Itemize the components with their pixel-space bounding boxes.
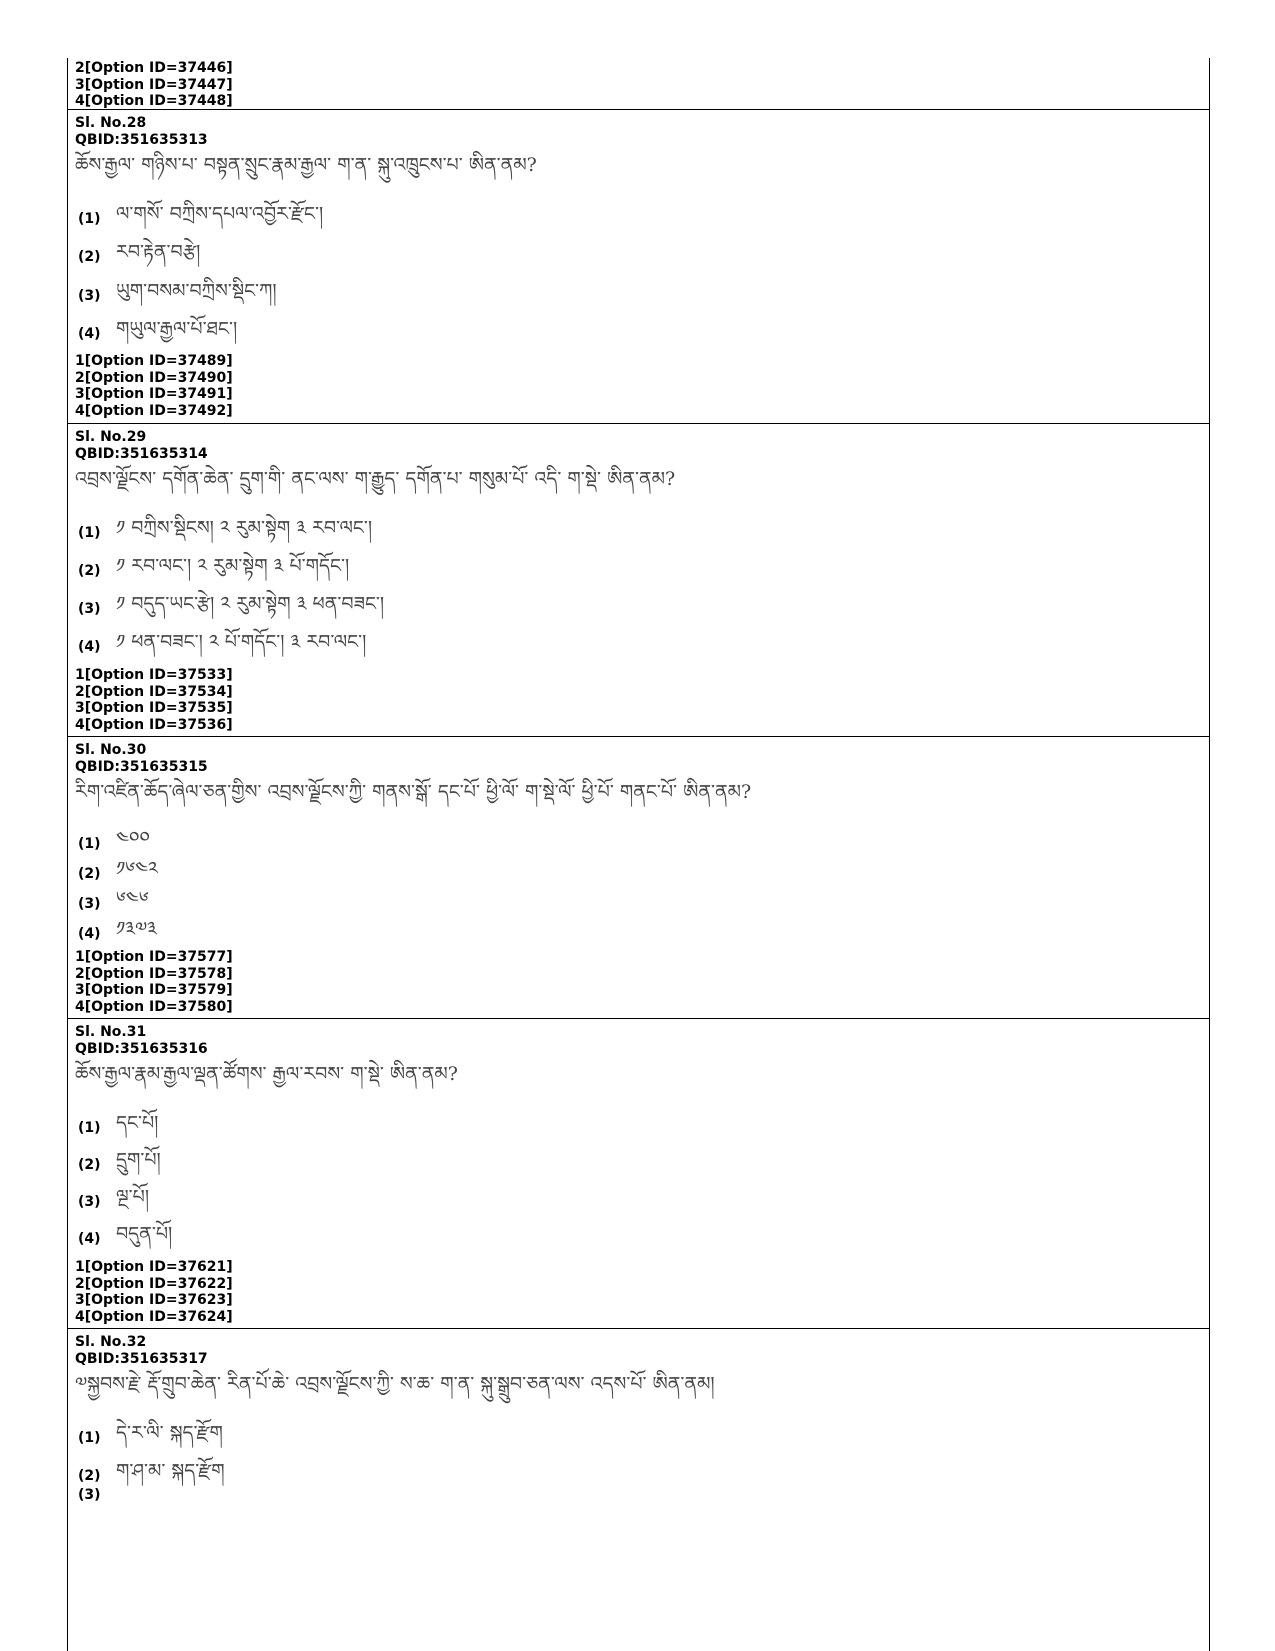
- option-text: བདུན་པོ།: [116, 1223, 173, 1245]
- qbid: QBID:351635316: [75, 1041, 208, 1057]
- q27-continuation: [68, 58, 1209, 108]
- option-4: [78, 620, 366, 674]
- option-id: 1[Option ID=37577]: [75, 949, 233, 965]
- option-id: 2[Option ID=37622]: [75, 1275, 233, 1292]
- option-number: (2): [78, 563, 101, 579]
- qbid: QBID:351635314: [75, 446, 208, 462]
- option-text: གཡུལ་རྒྱལ་པོ་ཐང་།: [116, 318, 238, 340]
- option-number: (2): [78, 249, 101, 265]
- option-id: 2[Option ID=37534]: [75, 683, 233, 700]
- option-text: ༦༤༦: [116, 888, 149, 910]
- option-id-list: [75, 667, 233, 733]
- option-id: 3[Option ID=37623]: [75, 1292, 233, 1308]
- option-number: (3): [78, 288, 101, 304]
- option-id-list: [75, 1259, 233, 1325]
- serial-number: Sl. No.31: [75, 1024, 147, 1040]
- question-block-32: [68, 1328, 1209, 1651]
- option-text: ལྔ་པོ།: [116, 1186, 150, 1208]
- serial-number: Sl. No.30: [75, 742, 147, 758]
- option-3: [78, 1487, 116, 1503]
- serial-number: Sl. No.32: [75, 1334, 147, 1350]
- option-id: 4[Option ID=37624]: [75, 1308, 233, 1325]
- qbid: QBID:351635317: [75, 1351, 208, 1367]
- question-text: འབྲས་ལྗོངས་ དགོན་ཆེན་ དྲུག་གི་ ནང་ལས་ ག་རྒྱུད་ དགོན་པ་ གསུམ་པོ་ འདི་ ག་སྡེ་ ཨིན་ནམ?: [75, 468, 676, 490]
- option-id: 4[Option ID=37448]: [75, 93, 233, 109]
- question-text: ཆོས་རྒྱལ་ གཉིས་པ་ བསྟན་སྲུང་རྣམ་རྒྱལ་ ག་ན་ སྐུ་འཁྲུངས་པ་ ཨིན་ནམ?: [75, 154, 537, 176]
- option-id: 4[Option ID=37492]: [75, 402, 233, 419]
- option-number: (1): [78, 1430, 101, 1446]
- option-id: 3[Option ID=37535]: [75, 700, 233, 716]
- option-id-list: [75, 949, 233, 1015]
- option-text: རབ་རྟེན་བརྩེ།: [116, 241, 201, 263]
- qbid: QBID:351635315: [75, 759, 208, 775]
- question-text: ༧སྐྱབས་རྗེ་ རྡོ་གྲུབ་ཆེན་ རིན་པོ་ཆེ་ འབྲས་ལྗོངས་ཀྱི་ ས་ཆ་ ག་ན་ སྐུ་སྒྲུབ་ཅན་ལས་ འདས་པོ་ ཨིན་ནམ།: [75, 1373, 715, 1395]
- option-text: དང་པོ།: [116, 1112, 159, 1134]
- option-id: 1[Option ID=37533]: [75, 667, 233, 683]
- option-number: (4): [78, 926, 101, 942]
- option-number: (1): [78, 836, 101, 852]
- question-block-31: [68, 1018, 1209, 1328]
- option-number: (2): [78, 1468, 101, 1484]
- option-id-list: [75, 60, 233, 110]
- qbid: QBID:351635313: [75, 132, 208, 148]
- serial-number: Sl. No.29: [75, 429, 147, 445]
- option-text: ག་ཤ་མ་ སྐད་རྫོག: [116, 1460, 225, 1482]
- option-id: 4[Option ID=37536]: [75, 716, 233, 733]
- option-number: (2): [78, 866, 101, 882]
- option-text: ལ་གསོ་ བཀྲིས་དཔལ་འབྱོར་རྫོང་།: [116, 203, 324, 225]
- option-text: ༡ ཕན་བཟང་། ༢ པོ་གདོང་། ༣ རབ་ལང་།: [116, 631, 367, 653]
- question-block-28: [68, 109, 1209, 423]
- option-id: 2[Option ID=37446]: [75, 60, 233, 76]
- option-number: (4): [78, 326, 101, 342]
- option-number: (3): [78, 896, 101, 912]
- option-number: (2): [78, 1157, 101, 1173]
- option-id: 1[Option ID=37621]: [75, 1259, 233, 1275]
- option-number: (3): [78, 601, 101, 617]
- option-number: (3): [78, 1194, 101, 1210]
- option-id: 3[Option ID=37491]: [75, 386, 233, 402]
- option-id: 3[Option ID=37579]: [75, 982, 233, 998]
- serial-number: Sl. No.28: [75, 115, 147, 131]
- option-text: དེ་ར་ལི་ སྐད་རྫོག: [116, 1422, 223, 1444]
- option-number: (1): [78, 211, 101, 227]
- question-text: ཆོས་རྒྱལ་རྣམ་རྒྱལ་ལྡན་ཚོགས་ རྒྱལ་རབས་ ག་སྡེ་ ཨིན་ནམ?: [75, 1063, 458, 1085]
- question-text: རིག་འཛིན་ཆོད་ཞེལ་ཅན་གྱིས་ འབྲས་ལྗོངས་ཀྱི་ གནས་སྒོ་ དང་པོ་ ཕྱི་ལོ་ ག་སྡེ་ལོ་ ཕྱི་པོ་ གནང་པོ་ ཨིན་ནམ?: [75, 781, 752, 803]
- option-text: ༡ བཀྲིས་སྡིངས། ༢ རུམ་སྟེག ༣ རབ་ལང་།: [116, 517, 373, 539]
- option-text: ༡ བདུད་ཡང་རྩེ། ༢ རུམ་སྟེག ༣ ཕན་བཟང་།: [116, 593, 385, 615]
- option-number: (4): [78, 639, 101, 655]
- option-text: ༤༠༠: [116, 828, 150, 850]
- option-number: (4): [78, 1231, 101, 1247]
- question-paper-sheet: [67, 58, 1210, 1651]
- option-id: 2[Option ID=37578]: [75, 965, 233, 982]
- option-text: དྲུག་པོ།: [116, 1149, 161, 1171]
- option-4: [78, 1212, 172, 1266]
- option-id-list: [75, 353, 233, 419]
- option-id: 2[Option ID=37490]: [75, 369, 233, 386]
- option-id: 3[Option ID=37447]: [75, 76, 233, 93]
- option-text: ༡༦༤༢: [116, 858, 158, 880]
- option-text: ༡༣༧༣: [116, 918, 157, 940]
- option-text: ༡ རབ་ལང་། ༢ རུམ་སྟེག ༣ པོ་གདོང་།: [116, 555, 350, 577]
- option-text: ཡུག་བསམ་བཀྲིས་སྡིང་ཀ།: [116, 280, 277, 302]
- question-block-30: [68, 736, 1209, 1018]
- option-number: (1): [78, 1120, 101, 1136]
- option-id: 4[Option ID=37580]: [75, 998, 233, 1015]
- option-id: 1[Option ID=37489]: [75, 353, 233, 369]
- option-number: (3): [78, 1487, 101, 1503]
- option-number: (1): [78, 525, 101, 541]
- question-block-29: [68, 423, 1209, 736]
